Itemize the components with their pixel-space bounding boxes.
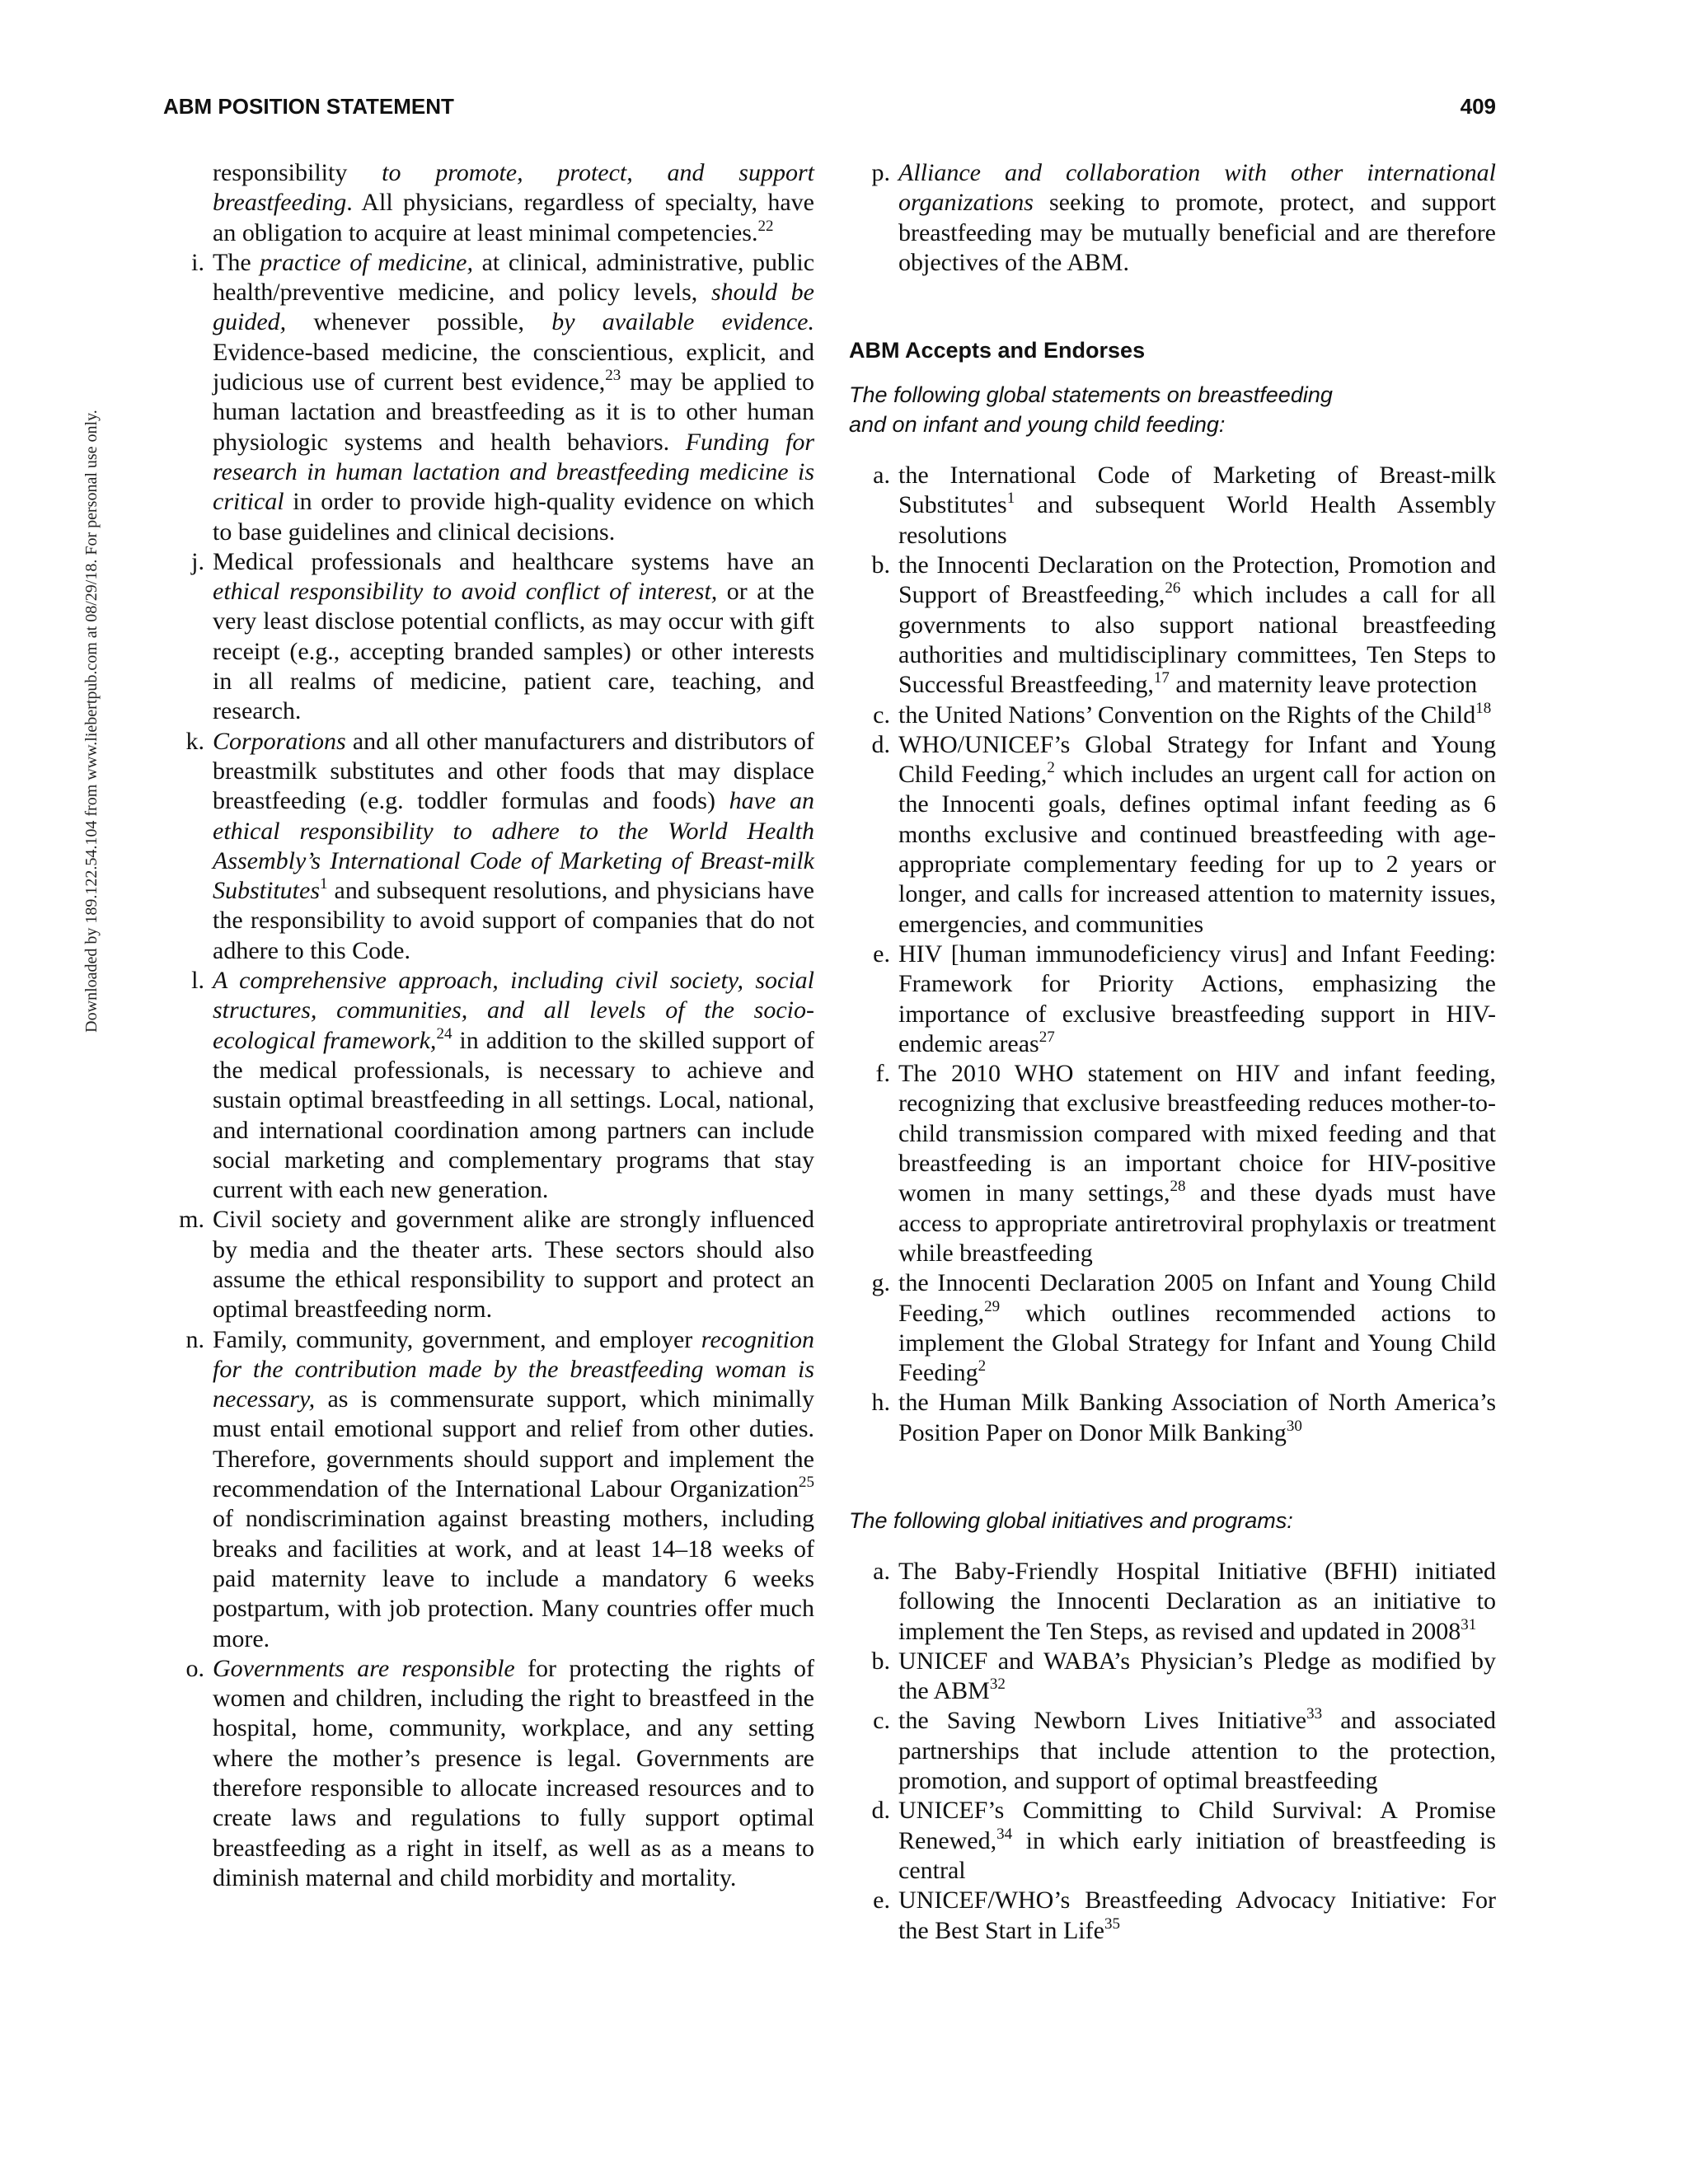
list-item-l: l. A comprehensive approach, including civil society, social structures, communities, and all levels of the socio-ecological framework,$^{24}$ in addition to the skilled support of the medical professionals, is necessary to achieve and sustain optimal breastfeeding in all settings. Local, national, and international coordination among partners can include social marketing and complementary programs that stay current with each new generation.: [163, 966, 814, 1205]
list-marker: a.: [873, 462, 890, 490]
statement-item-g: g. the Innocenti Declaration 2005 on Infant and Young Child Feeding,$^{29}$ which outlines recommended actions to implement the Global Strategy for Infant and Young Child Feeding$^2$: [849, 1268, 1496, 1388]
initiative-item-e: e. UNICEF/WHO’s Breastfeeding Advocacy Initiative: For the Best Start in Life$^{35}$: [849, 1886, 1496, 1946]
list-marker: i.: [191, 248, 204, 276]
initiative-item-d: d. UNICEF’s Committing to Child Survival: A Promise Renewed,$^{34}$ in which early initiation of breastfeeding is central: [849, 1796, 1496, 1886]
list-marker: o.: [185, 1654, 204, 1682]
list-marker: e.: [873, 940, 890, 968]
statement-item-e: e. HIV [human immunodeficiency virus] and Infant Feeding: Framework for Priority Actions, emphasizing the importance of exclusive breastfeeding support in HIV-endemic areas$^{27}$: [849, 940, 1496, 1059]
list-marker: g.: [871, 1269, 890, 1297]
list-item-k: k. Corporations and all other manufacturers and distributors of breastmilk substitutes and other foods that may displace breastfeeding (e.g. toddler formulas and foods) have an ethical responsibility to adhere to the World Health Assembly’s International Code of Marketing of Breast-milk Substitutes$^1$ and subsequent resolutions, and physicians have the responsibility to avoid support of companies that do not adhere to this Code.: [163, 727, 814, 966]
list-marker: d.: [871, 730, 890, 758]
download-notice: Downloaded by 189.122.54.104 from www.liebertpub.com at 08/29/18. For personal use only.: [82, 410, 101, 1033]
initiative-item-b: b. UNICEF and WABA’s Physician’s Pledge as modified by the ABM$^{32}$: [849, 1647, 1496, 1707]
initiative-item-c: c. the Saving Newborn Lives Initiative$^{33}$ and associated partnerships that include attention to the protection, promotion, and support of optimal breastfeeding: [849, 1706, 1496, 1796]
list-item-m: m. Civil society and government alike are strongly influenced by media and the theater arts. These sectors should also assume the ethical responsibility to support and protect an optimal breastfeeding norm.: [163, 1205, 814, 1324]
list-marker: n.: [185, 1325, 204, 1353]
statements-subheading: The following global statements on breastfeeding and on infant and young child feeding:: [849, 382, 1333, 438]
list-marker: b.: [871, 1647, 890, 1675]
list-marker: k.: [185, 727, 204, 755]
list-marker: a.: [873, 1557, 890, 1585]
list-marker: c.: [873, 1707, 890, 1735]
statement-item-b: b. the Innocenti Declaration on the Protection, Promotion and Support of Breastfeeding,$^{26}$ which includes a call for all governments to also support national breastfeeding authorities and multidisciplinary committees, Ten Steps to Successful Breastfeeding,$^{17}$ and maternity leave protection: [849, 551, 1496, 700]
list-item-p: p. Alliance and collaboration with other international organizations seeking to promote, protect, and support breastfeeding may be mutually beneficial and are therefore objectives of the ABM.: [849, 158, 1496, 278]
list-marker: b.: [871, 551, 890, 579]
list-marker: h.: [871, 1389, 890, 1417]
page-number: 409: [1460, 94, 1496, 119]
right-column: [849, 158, 1496, 1946]
list-marker: j.: [191, 547, 204, 575]
statement-item-d: d. WHO/UNICEF’s Global Strategy for Infant and Young Child Feeding,$^2$ which includes an urgent call for action on the Innocenti goals, defines optimal infant feeding as 6 months exclusive and continued breastfeeding with age-appropriate complementary feeding for up to 2 years or longer, and calls for increased attention to maternity issues, emergencies, and communities: [849, 730, 1496, 940]
list-marker: d.: [871, 1797, 890, 1825]
statement-item-h: h. the Human Milk Banking Association of North America’s Position Paper on Donor Milk Banking$^{30}$: [849, 1388, 1496, 1448]
running-head: [163, 92, 1496, 120]
list-item-i: i. The practice of medicine, at clinical, administrative, public health/preventive medicine, and policy levels, should be guided, whenever possible, by available evidence. Evidence-based medicine, the conscientious, explicit, and judicious use of current best evidence,$^{23}$ may be applied to human lactation and breastfeeding as it is to other human physiologic systems and health behaviors. Funding for research in human lactation and breastfeeding medicine is critical in order to provide high-quality evidence on which to base guidelines and clinical decisions.: [163, 248, 814, 547]
running-head-title: ABM POSITION STATEMENT: [163, 94, 454, 119]
statement-item-a: a. the International Code of Marketing of Breast-milk Substitutes$^1$ and subsequent World Health Assembly resolutions: [849, 461, 1496, 551]
statement-item-f: f. The 2010 WHO statement on HIV and infant feeding, recognizing that exclusive breastfeeding reduces mother-to-child transmission compared with mixed feeding and that breastfeeding is an important choice for HIV-positive women in many settings,$^{28}$ and these dyads must have access to appropriate antiretroviral prophylaxis or treatment while breastfeeding: [849, 1059, 1496, 1268]
section-heading: ABM Accepts and Endorses: [849, 338, 1146, 363]
list-marker: p.: [871, 159, 890, 186]
list-item-n: n. Family, community, government, and employer recognition for the contribution made by the breastfeeding woman is necessary, as is commensurate support, which minimally must entail emotional support and relief from other duties. Therefore, governments should support and implement the recommendation of the International Labour Organization$^{25}$ of nondiscrimination against breasting mothers, including breaks and facilities at work, and at least 14–18 weeks of paid maternity leave to include a mandatory 6 weeks postpartum, with job protection. Many countries offer much more.: [163, 1325, 814, 1654]
list-item-j: j. Medical professionals and healthcare systems have an ethical responsibility to avoid conflict of interest, or at the very least disclose potential conflicts, as may occur with gift receipt (e.g., accepting branded samples) or other interests in all realms of medicine, patient care, teaching, and research.: [163, 547, 814, 727]
list-item-h-continuation: responsibility to promote, protect, and support breastfeeding. All physicians, regardless of specialty, have an obligation to acquire at least minimal competencies.$^{22}$: [213, 159, 814, 246]
statement-item-c: c. the United Nations’ Convention on the Rights of the Child$^{18}$: [849, 701, 1496, 730]
list-marker: f.: [875, 1060, 890, 1088]
list-marker: m.: [179, 1206, 204, 1234]
list-marker: c.: [873, 701, 890, 729]
list-item-o: o. Governments are responsible for protecting the rights of women and children, including the right to breastfeed in the hospital, home, community, workplace, and any setting where the mother’s presence is legal. Governments are therefore responsible to allocate increased resources and to create laws and regulations to fully support optimal breastfeeding as a right in itself, as well as as a means to diminish maternal and child morbidity and mortality.: [163, 1654, 814, 1893]
list-marker: l.: [191, 967, 204, 995]
left-column: [163, 158, 814, 1893]
initiatives-subheading: The following global initiatives and programs:: [849, 1507, 1293, 1533]
initiative-item-a: a. The Baby-Friendly Hospital Initiative (BFHI) initiated following the Innocenti Declaration as an initiative to implement the Ten Steps, as revised and updated in 2008$^{31}$: [849, 1557, 1496, 1647]
list-marker: e.: [873, 1886, 890, 1915]
